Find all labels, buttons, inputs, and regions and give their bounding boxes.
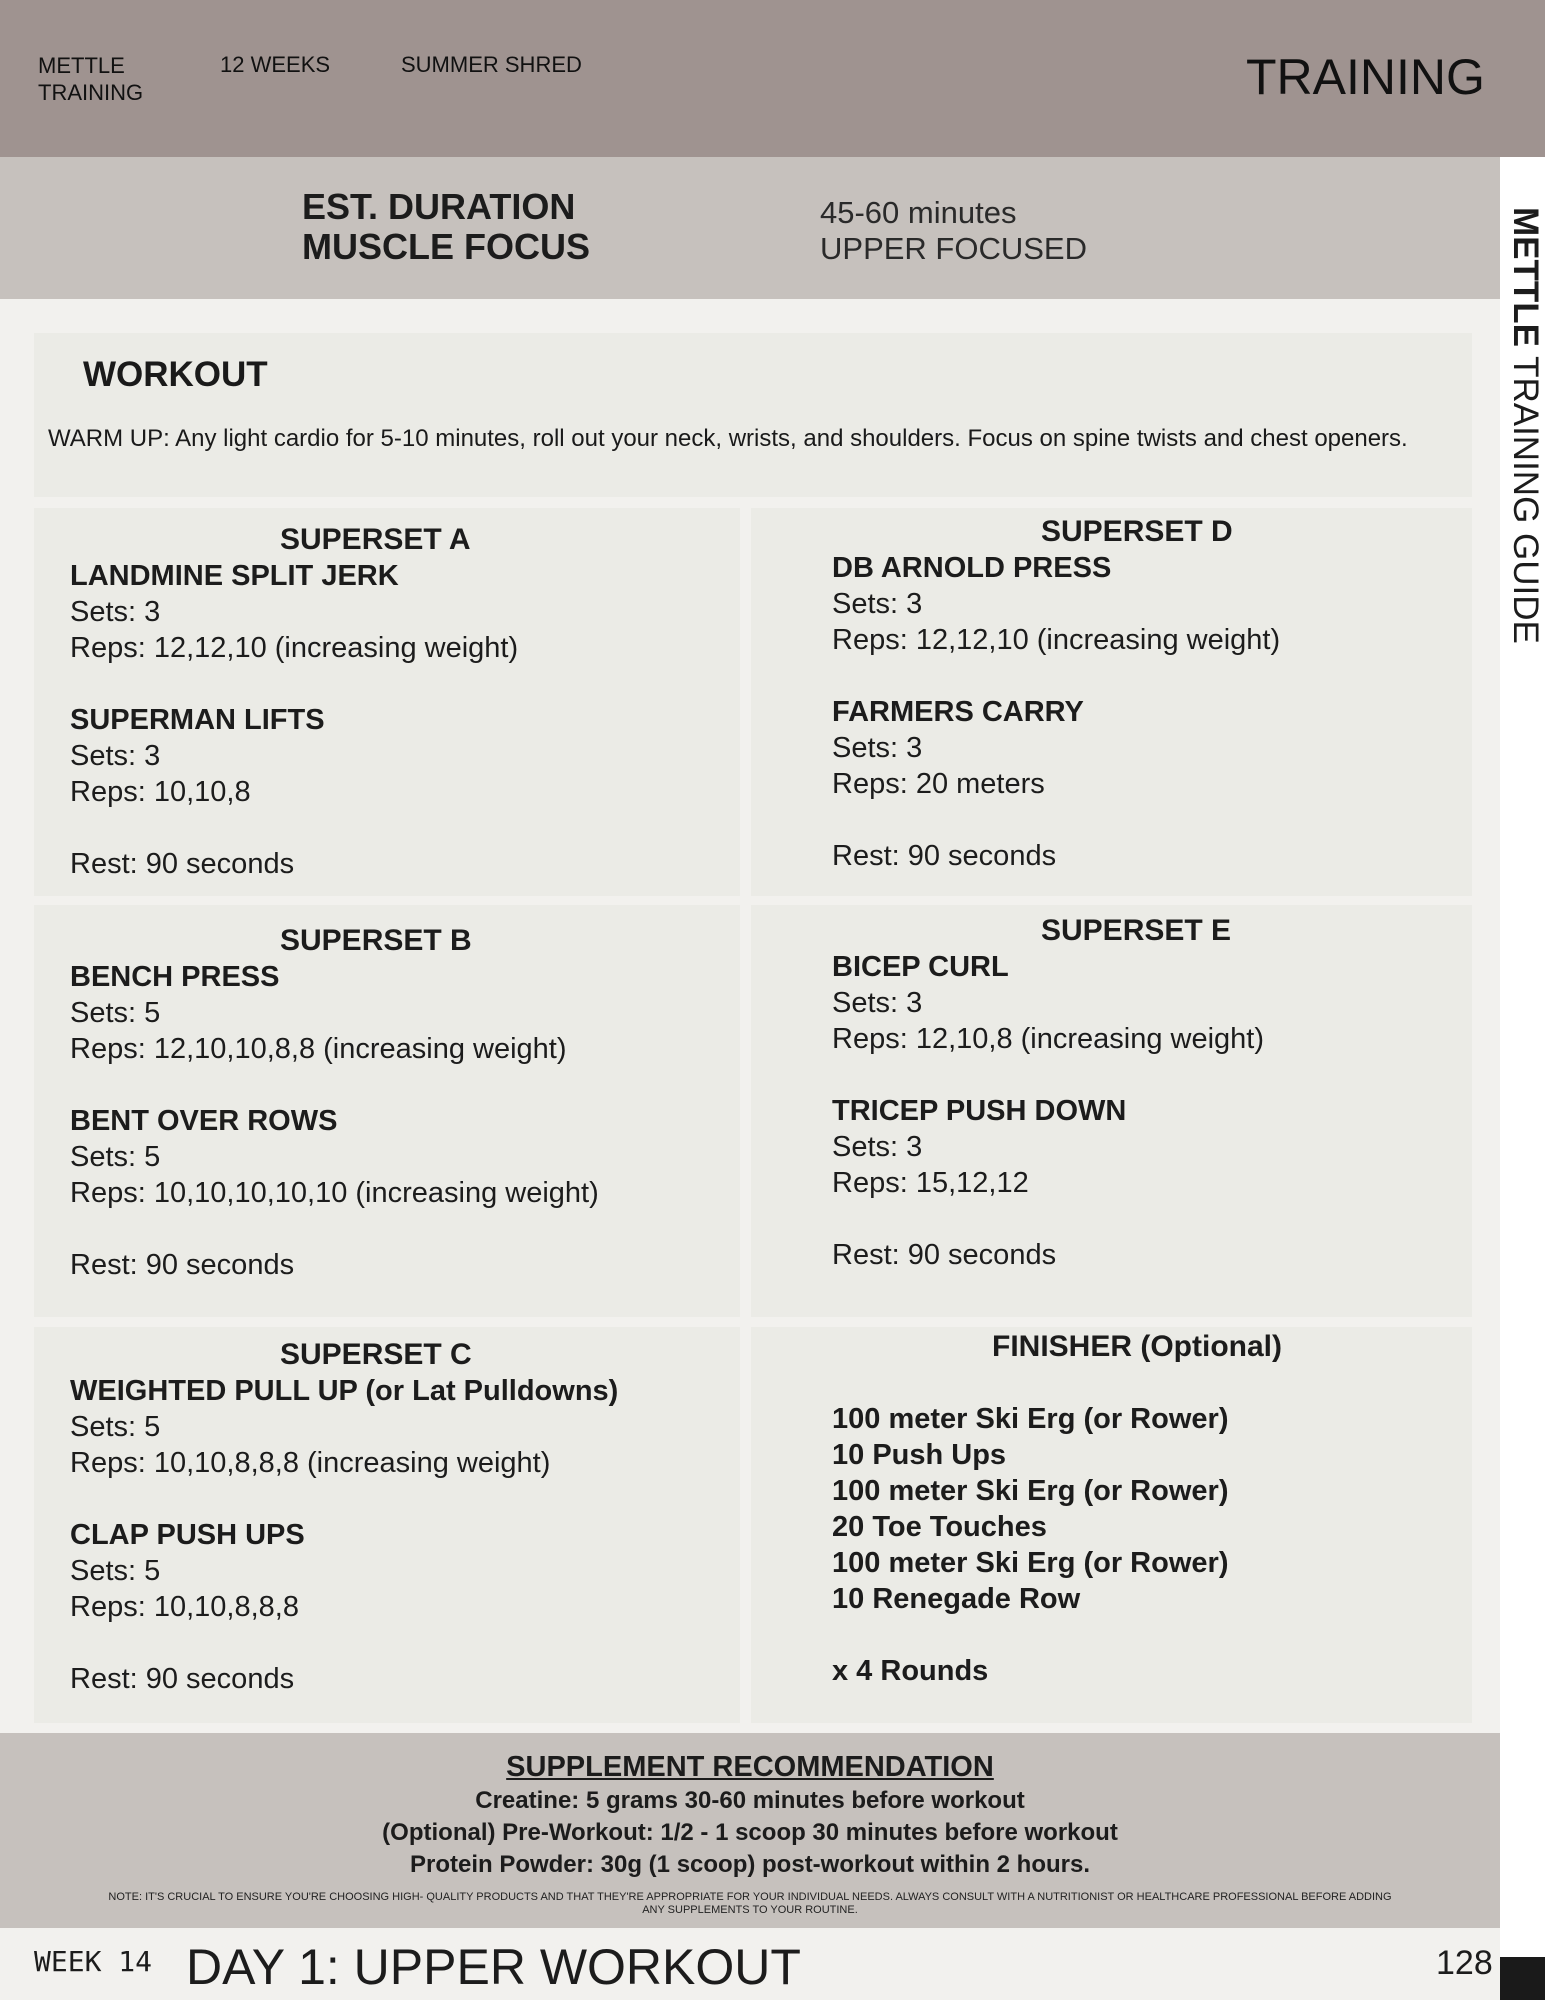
superset-title: SUPERSET B	[280, 924, 472, 957]
session-info	[0, 157, 1500, 299]
rest-time: Rest: 90 seconds	[70, 848, 295, 880]
exercise-sets: Sets: 3	[70, 596, 161, 628]
supplement-note: NOTE: IT'S CRUCIAL TO ENSURE YOU'RE CHOOSING HIGH- QUALITY PRODUCTS AND THAT THEY'RE APPROPRIATE FOR YOUR INDIVIDUAL NEEDS. ALWAYS CONSULT WITH A NUTRITIONIST OR HEALTHCARE PROFESSIONAL BEFORE ADDING ANY SUPPLEMENTS TO YOUR ROUTINE.	[108, 1891, 1392, 1916]
finisher-item: 100 meter Ski Erg (or Rower)	[832, 1475, 1229, 1507]
supplement-line: Protein Powder: 30g (1 scoop) post-workout within 2 hours.	[409, 1851, 1091, 1878]
exercise-name: LANDMINE SPLIT JERK	[70, 560, 399, 592]
exercise-sets: Sets: 3	[832, 1131, 923, 1163]
exercise-reps: Reps: 12,12,10 (increasing weight)	[70, 632, 519, 664]
spacer	[832, 1201, 1452, 1237]
exercise-name: BICEP CURL	[832, 951, 1009, 983]
exercise-name: DB ARNOLD PRESS	[832, 552, 1112, 584]
section-title: TRAINING	[1246, 49, 1485, 105]
supplement-section	[0, 1733, 1500, 1928]
exercise-sets: Sets: 5	[70, 1141, 161, 1173]
exercise-sets: Sets: 3	[832, 588, 923, 620]
spacer	[70, 810, 720, 846]
finisher-title: FINISHER (Optional)	[992, 1330, 1282, 1363]
spacer	[832, 658, 1452, 694]
superset-title: SUPERSET A	[280, 523, 471, 556]
supplement-title: SUPPLEMENT RECOMMENDATION	[506, 1751, 994, 1783]
superset-c	[34, 1327, 740, 1723]
finisher-item: 100 meter Ski Erg (or Rower)	[832, 1403, 1229, 1435]
guide-label-rest: TRAINING GUIDE	[1506, 346, 1545, 644]
finisher-item: 10 Push Ups	[832, 1439, 1007, 1471]
page-number: 128	[1436, 1944, 1493, 1982]
brand-name: METTLE TRAINING	[38, 53, 144, 105]
exercise-name: TRICEP PUSH DOWN	[832, 1095, 1127, 1127]
corner-marker	[1500, 1957, 1545, 2000]
exercise-name: BENCH PRESS	[70, 961, 280, 993]
program-duration: 12 WEEKS	[220, 52, 331, 77]
rest-time: Rest: 90 seconds	[832, 840, 1057, 872]
spacer	[832, 1617, 1452, 1653]
finisher-rounds: x 4 Rounds	[832, 1655, 989, 1687]
superset-e	[751, 905, 1472, 1317]
page-header	[0, 0, 1545, 157]
exercise-reps: Reps: 10,10,8,8,8	[70, 1591, 299, 1623]
rest-time: Rest: 90 seconds	[70, 1249, 295, 1281]
side-tab	[1500, 157, 1545, 1957]
superset-a	[34, 508, 740, 896]
exercise-reps: Reps: 20 meters	[832, 768, 1045, 800]
exercise-reps: Reps: 12,10,8 (increasing weight)	[832, 1023, 1265, 1055]
supplement-line: (Optional) Pre-Workout: 1/2 - 1 scoop 30 minutes before workout	[382, 1819, 1118, 1846]
exercise-sets: Sets: 3	[832, 732, 923, 764]
exercise-name: FARMERS CARRY	[832, 696, 1084, 728]
superset-title: SUPERSET D	[1041, 515, 1233, 548]
exercise-name: BENT OVER ROWS	[70, 1105, 338, 1137]
finisher-item: 20 Toe Touches	[832, 1511, 1047, 1543]
duration-label: EST. DURATION	[302, 186, 576, 227]
week-label: WEEK 14	[34, 1945, 153, 1978]
focus-value: UPPER FOCUSED	[820, 231, 1087, 266]
exercise-reps: Reps: 12,10,10,8,8 (increasing weight)	[70, 1033, 567, 1065]
info-values	[820, 195, 1087, 267]
spacer	[832, 1365, 1452, 1401]
exercise-sets: Sets: 5	[70, 1555, 161, 1587]
superset-d	[751, 508, 1472, 896]
spacer	[832, 802, 1452, 838]
exercise-sets: Sets: 5	[70, 997, 161, 1029]
exercise-sets: Sets: 3	[70, 740, 161, 772]
exercise-name: SUPERMAN LIFTS	[70, 704, 325, 736]
rest-time: Rest: 90 seconds	[832, 1239, 1057, 1271]
exercise-sets: Sets: 5	[70, 1411, 161, 1443]
exercise-reps: Reps: 12,12,10 (increasing weight)	[832, 624, 1281, 656]
spacer	[70, 666, 720, 702]
exercise-reps: Reps: 10,10,8	[70, 776, 251, 808]
supplement-line: Creatine: 5 grams 30-60 minutes before workout	[475, 1787, 1025, 1814]
guide-label-brand: METTLE	[1506, 207, 1545, 347]
spacer	[70, 1481, 720, 1517]
focus-label: MUSCLE FOCUS	[302, 226, 590, 267]
spacer	[70, 1067, 720, 1103]
exercise-reps: Reps: 15,12,12	[832, 1167, 1029, 1199]
spacer	[70, 1625, 720, 1661]
superset-title: SUPERSET E	[1041, 914, 1232, 947]
guide-label	[1500, 207, 1545, 644]
exercise-reps: Reps: 10,10,8,8,8 (increasing weight)	[70, 1447, 551, 1479]
spacer	[832, 1057, 1452, 1093]
duration-value: 45-60 minutes	[820, 195, 1017, 230]
spacer	[70, 1211, 720, 1247]
info-labels	[302, 187, 590, 267]
exercise-name: CLAP PUSH UPS	[70, 1519, 305, 1551]
finisher-item: 10 Renegade Row	[832, 1583, 1081, 1615]
rest-time: Rest: 90 seconds	[70, 1663, 295, 1695]
workout-title: WORKOUT	[83, 355, 268, 394]
workout-intro	[34, 333, 1472, 497]
finisher	[751, 1327, 1472, 1723]
day-title: DAY 1: UPPER WORKOUT	[186, 1939, 801, 1995]
program-name: SUMMER SHRED	[401, 52, 582, 77]
warm-up-text: WARM UP: Any light cardio for 5-10 minutes, roll out your neck, wrists, and shoulders. Focus on spine twists and chest openers.	[48, 425, 1408, 452]
finisher-item: 100 meter Ski Erg (or Rower)	[832, 1547, 1229, 1579]
exercise-sets: Sets: 3	[832, 987, 923, 1019]
superset-title: SUPERSET C	[280, 1338, 472, 1371]
exercise-reps: Reps: 10,10,10,10,10 (increasing weight)	[70, 1177, 599, 1209]
exercise-name: WEIGHTED PULL UP (or Lat Pulldowns)	[70, 1375, 619, 1407]
superset-b	[34, 905, 740, 1317]
